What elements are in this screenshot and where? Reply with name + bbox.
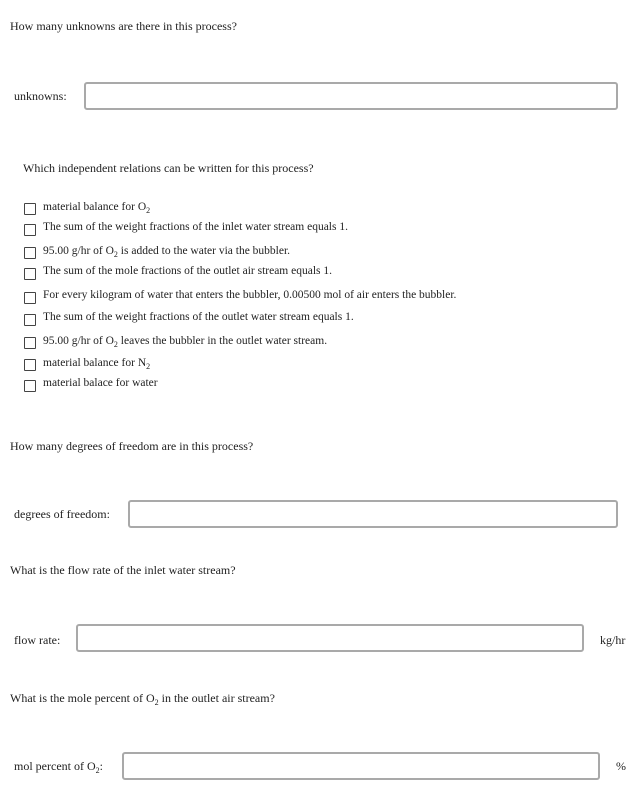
- relation-label-8[interactable]: material balance for $N_2$: [43, 357, 151, 371]
- relation-checkbox-8[interactable]: [24, 359, 36, 371]
- relation-checkbox-2[interactable]: [24, 224, 36, 236]
- degrees-of-freedom-label: degrees of freedom:: [14, 507, 110, 521]
- relation-label-9[interactable]: material balace for water: [43, 377, 158, 389]
- flow-rate-input[interactable]: [76, 624, 584, 652]
- mol-percent-input[interactable]: [122, 752, 600, 780]
- relation-label-2[interactable]: The sum of the weight fractions of the inlet water stream equals 1.: [43, 221, 348, 233]
- flow-rate-label: flow rate:: [14, 633, 61, 647]
- relation-label-1[interactable]: material balance for $O_2$: [43, 201, 151, 215]
- mol-percent-unit: %: [616, 759, 626, 773]
- question-flow-rate: What is the flow rate of the inlet water stream?: [10, 563, 236, 577]
- relation-checkbox-4[interactable]: [24, 268, 36, 280]
- flow-rate-unit: kg/hr: [600, 633, 626, 647]
- relation-checkbox-5[interactable]: [24, 292, 36, 304]
- relation-label-5[interactable]: For every kilogram of water that enters the bubbler, 0.00500 mol of air enters the bubbler.: [43, 289, 457, 301]
- relation-checkbox-6[interactable]: [24, 314, 36, 326]
- relation-label-7[interactable]: 95.00 g/hr of $O_2$ leaves the bubbler in the outlet water stream.: [43, 335, 328, 349]
- relation-label-4[interactable]: The sum of the mole fractions of the outlet air stream equals 1.: [43, 265, 333, 277]
- degrees-of-freedom-input[interactable]: [128, 500, 618, 528]
- unknowns-label: unknowns:: [14, 89, 67, 103]
- question-degrees-of-freedom: How many degrees of freedom are in this process?: [10, 439, 254, 453]
- relation-checkbox-9[interactable]: [24, 380, 36, 392]
- question-relations: Which independent relations can be written for this process?: [23, 161, 314, 175]
- relation-checkbox-7[interactable]: [24, 337, 36, 349]
- relation-checkbox-3[interactable]: [24, 247, 36, 259]
- relation-checkbox-1[interactable]: [24, 203, 36, 215]
- question-unknowns: How many unknowns are there in this process?: [10, 19, 237, 33]
- unknowns-input[interactable]: [84, 82, 618, 110]
- relation-label-6[interactable]: The sum of the weight fractions of the outlet water stream equals 1.: [43, 311, 354, 323]
- question-mol-percent: What is the mole percent of $O_2$ in the outlet air stream?: [10, 691, 275, 707]
- mol-percent-label: mol percent of $O_2$:: [14, 759, 103, 775]
- relation-label-3[interactable]: 95.00 g/hr of $O_2$ is added to the water via the bubbler.: [43, 245, 291, 259]
